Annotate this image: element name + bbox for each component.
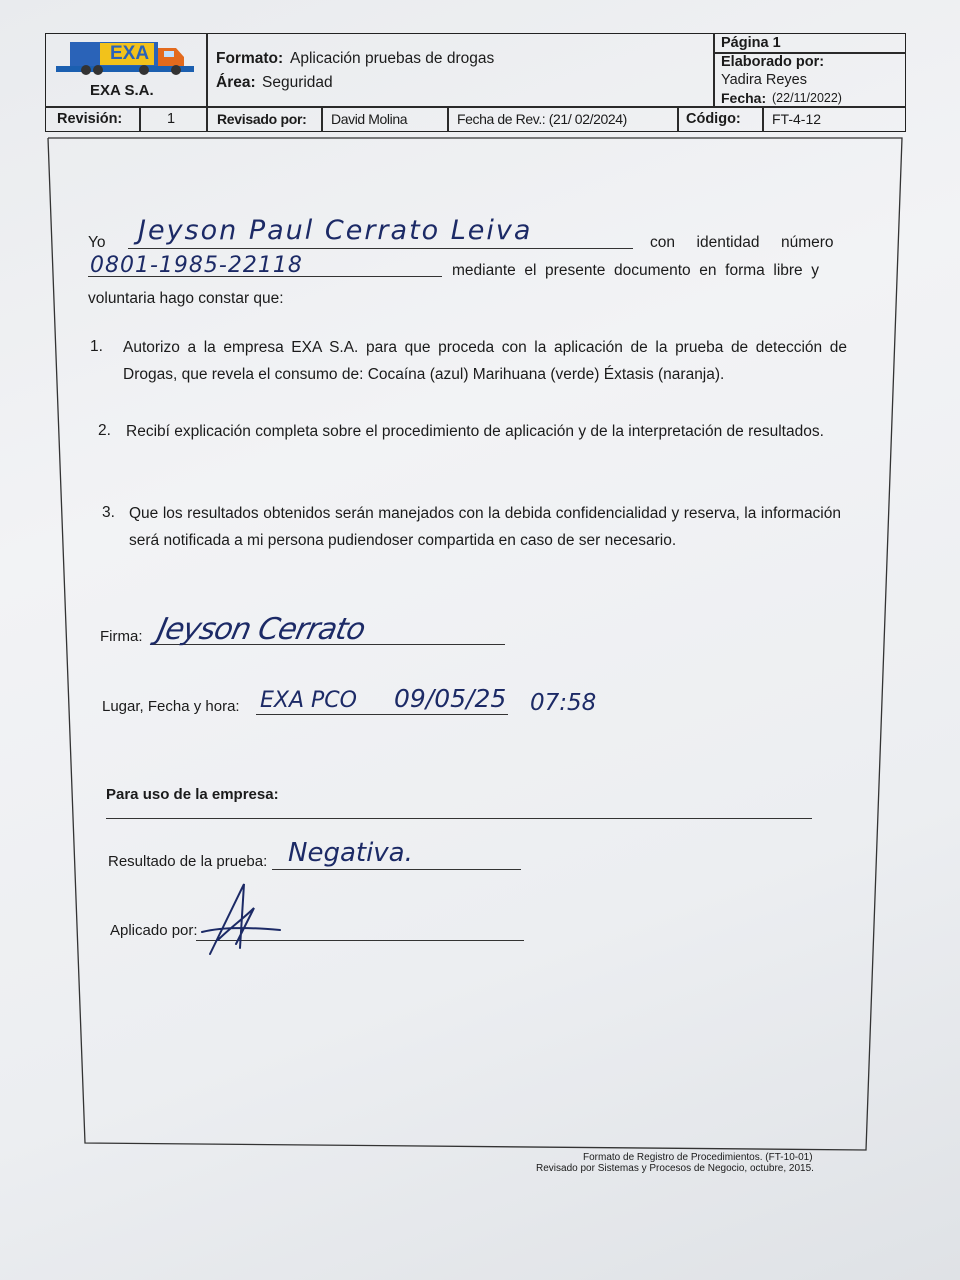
elaborado-label: Elaborado por: (721, 54, 825, 70)
revisado-value: David Molina (331, 111, 408, 127)
fecha-rev: Fecha de Rev.: (21/ 02/2024) (457, 111, 627, 127)
aplicado-label: Aplicado por: (110, 922, 198, 939)
logo-text: EXA (110, 43, 150, 64)
footer-line-1: Formato de Registro de Procedimientos. (FT-10-01) (583, 1152, 813, 1163)
empresa-label: Para uso de la empresa: (106, 786, 279, 803)
date-handwritten: 09/05/25 (394, 684, 507, 713)
name-underline (128, 248, 633, 249)
time-handwritten: 07:58 (530, 690, 597, 716)
elaborado-value: Yadira Reyes (721, 72, 807, 88)
resultado-underline (272, 869, 521, 870)
item-1-number: 1. (90, 338, 103, 355)
empresa-divider (106, 818, 812, 819)
item-2-number: 2. (98, 422, 111, 439)
resultado-handwritten: Negativa. (288, 838, 413, 868)
name-handwritten: Jeyson Paul Cerrato Leiva (138, 215, 533, 246)
revision-label: Revisión: (57, 111, 123, 127)
item-2-text: Recibí explicación completa sobre el procedimiento de aplicación y de la interpretación de resultados. (126, 423, 824, 440)
id-handwritten: 0801-1985-22118 (90, 253, 303, 278)
firma-label: Firma: (100, 628, 143, 645)
lugar-label: Lugar, Fecha y hora: (102, 698, 240, 715)
item-3-number: 3. (102, 504, 115, 521)
revisado-label: Revisado por: (217, 111, 307, 127)
revision-value: 1 (167, 111, 176, 127)
formato-value: Aplicación pruebas de drogas (290, 50, 495, 67)
formato-label: Formato: (216, 50, 284, 67)
page-number: Página 1 (721, 35, 781, 51)
resultado-label: Resultado de la prueba: (108, 853, 268, 870)
fecha-value: (22/11/2022) (772, 91, 842, 105)
lugar-underline (256, 714, 508, 715)
area-label: Área: (216, 74, 256, 91)
aplicado-signature (196, 878, 296, 960)
area-value: Seguridad (262, 74, 333, 91)
mediante-text: mediante el presente documento en forma libre y (452, 262, 820, 279)
voluntaria-text: voluntaria hago constar que: (88, 290, 284, 307)
yo-label: Yo (88, 234, 106, 251)
codigo-label: Código: (686, 111, 741, 127)
item-3-text: Que los resultados obtenidos serán manejados con la debida confidencialidad y reserva, la información será notificada a mi persona pudiendoser compartida en caso de ser necesario. (129, 505, 841, 549)
company-name: EXA S.A. (90, 82, 154, 99)
con-identidad: con identidad número (650, 234, 834, 251)
fecha-label: Fecha: (721, 90, 767, 106)
footer-line-2: Revisado por Sistemas y Procesos de Negocio, octubre, 2015. (536, 1163, 814, 1174)
firma-signature: Jeyson Cerrato (154, 612, 368, 647)
item-1-text: Autorizo a la empresa EXA S.A. para que proceda con la aplicación de la prueba de detección de Drogas, que revela el consumo de: Cocaína (azul) Marihuana (verde) Éxtasis (naranja). (123, 339, 847, 383)
lugar-handwritten: EXA PCO (260, 688, 357, 713)
codigo-value: FT-4-12 (772, 111, 822, 127)
